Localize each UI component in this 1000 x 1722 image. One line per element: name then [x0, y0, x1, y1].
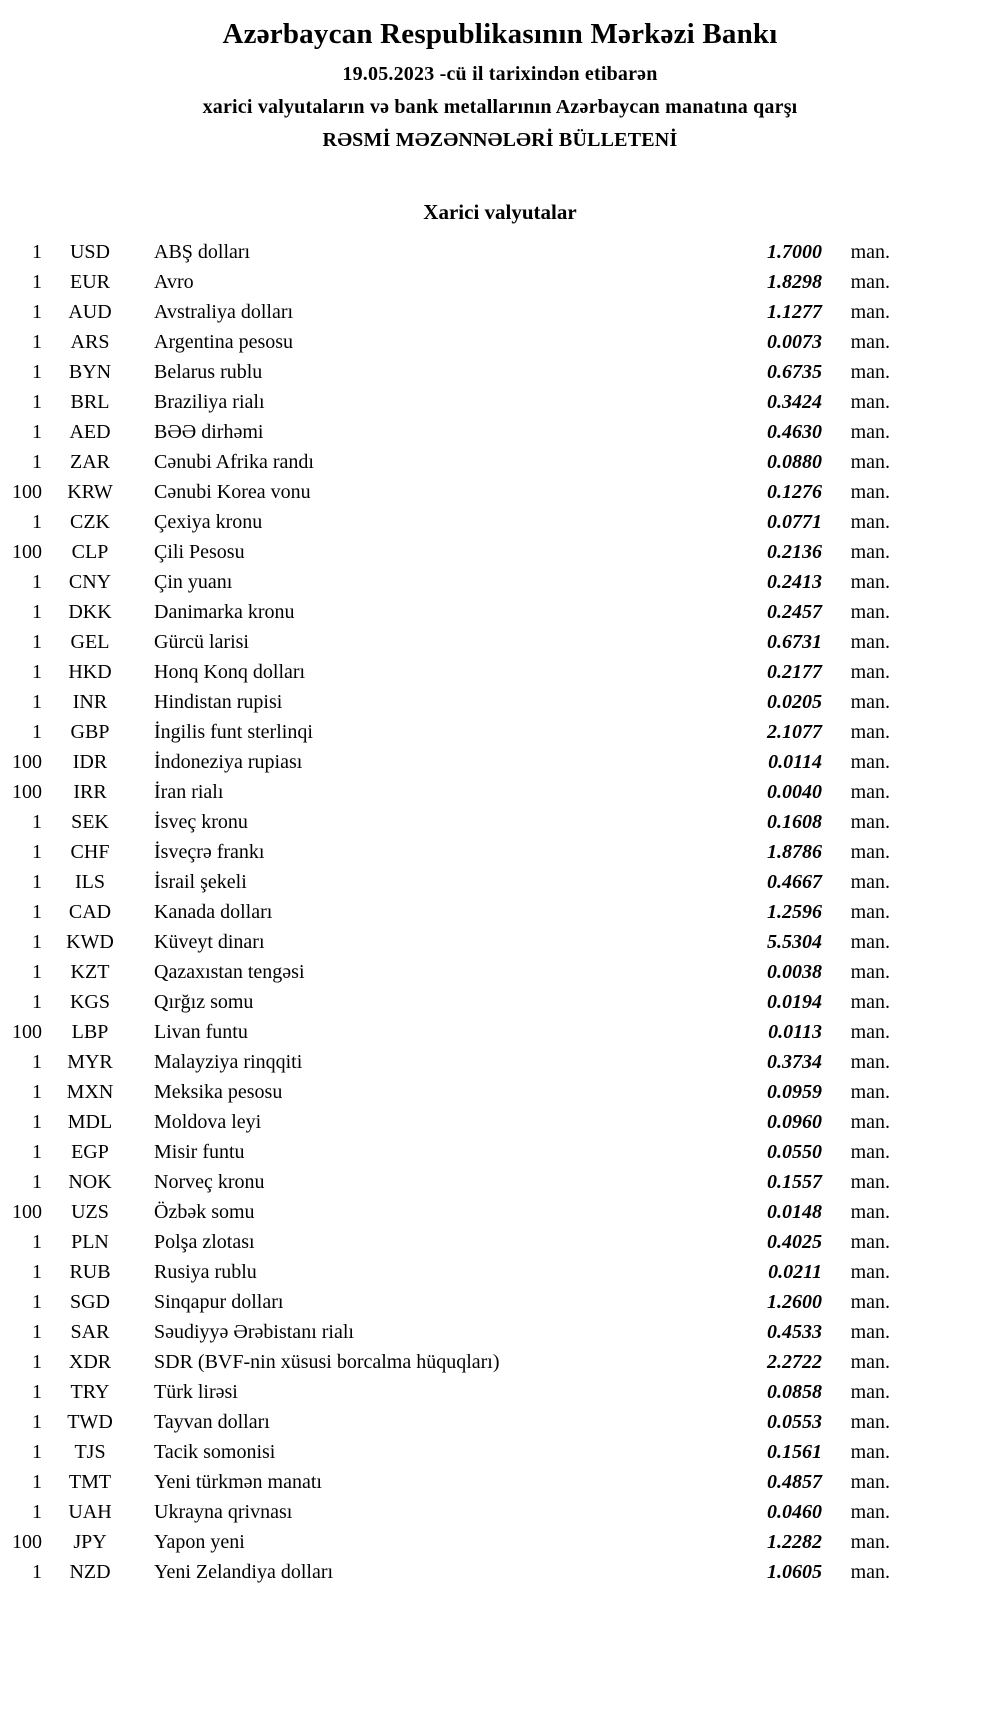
bulletin-header	[0, 18, 1000, 152]
currency-name-cell: İndoneziya rupiası	[154, 751, 303, 773]
unit-cell: man.	[850, 361, 890, 383]
unit-cell: man.	[850, 1171, 890, 1193]
currency-name-cell: Qırğız somu	[154, 991, 254, 1013]
currency-name-cell: Hindistan rupisi	[154, 691, 283, 713]
currency-name-cell: Yeni türkmən manatı	[154, 1471, 322, 1493]
currency-code-cell: HKD	[68, 661, 112, 683]
currency-name-cell: Belarus rublu	[154, 361, 263, 383]
quantity-cell: 1	[32, 571, 42, 593]
currency-table	[6, 237, 890, 1587]
currency-row	[6, 957, 890, 987]
quantity-cell: 1	[32, 901, 42, 923]
currency-name-cell: Qazaxıstan tengəsi	[154, 961, 305, 983]
rate-cell: 1.1277	[767, 301, 822, 323]
currency-name-cell: Malayziya rinqqiti	[154, 1051, 303, 1073]
currency-name-cell: Polşa zlotası	[154, 1231, 255, 1253]
currency-code-cell: TJS	[74, 1441, 106, 1463]
currency-row	[6, 267, 890, 297]
currency-name-cell: Küveyt dinarı	[154, 931, 265, 953]
quantity-cell: 1	[32, 811, 42, 833]
currency-name-cell: Tayvan dolları	[154, 1411, 270, 1433]
currency-name-cell: Ukrayna qrivnası	[154, 1501, 293, 1523]
unit-cell: man.	[850, 1051, 890, 1073]
currency-code-cell: ARS	[70, 331, 110, 353]
unit-cell: man.	[850, 451, 890, 473]
currency-name-cell: Cənubi Afrika randı	[154, 451, 314, 473]
currency-name-cell: Cənubi Korea vonu	[154, 481, 311, 503]
currency-row	[6, 1557, 890, 1587]
currency-code-cell: BRL	[70, 391, 110, 413]
unit-cell: man.	[850, 1111, 890, 1133]
unit-cell: man.	[850, 541, 890, 563]
unit-cell: man.	[850, 691, 890, 713]
currency-row	[6, 657, 890, 687]
currency-code-cell: TRY	[70, 1381, 110, 1403]
quantity-cell: 100	[12, 1531, 42, 1553]
currency-name-cell: Yeni Zelandiya dolları	[154, 1561, 334, 1583]
unit-cell: man.	[850, 301, 890, 323]
rate-cell: 0.3424	[767, 391, 822, 413]
currency-row	[6, 1467, 890, 1497]
quantity-cell: 1	[32, 1171, 42, 1193]
bank-title: Azərbaycan Respublikasının Mərkəzi Bankı	[222, 18, 778, 50]
currency-name-cell: Sinqapur dolları	[154, 1291, 284, 1313]
currency-name-cell: İran rialı	[154, 781, 224, 803]
rate-cell: 0.0114	[768, 751, 822, 773]
unit-cell: man.	[850, 1231, 890, 1253]
rate-cell: 1.2600	[767, 1291, 822, 1313]
unit-cell: man.	[850, 481, 890, 503]
quantity-cell: 1	[32, 1471, 42, 1493]
quantity-cell: 1	[32, 841, 42, 863]
currency-name-cell: Gürcü larisi	[154, 631, 249, 653]
rate-cell: 0.6735	[767, 361, 822, 383]
currency-row	[6, 867, 890, 897]
effective-date-line: 19.05.2023 -cü il tarixindən etibarən	[342, 63, 658, 85]
currency-row	[6, 1257, 890, 1287]
rate-cell: 0.0038	[767, 961, 822, 983]
currency-code-cell: NOK	[68, 1171, 112, 1193]
unit-cell: man.	[850, 391, 890, 413]
currency-row	[6, 627, 890, 657]
rate-cell: 0.0205	[767, 691, 822, 713]
unit-cell: man.	[850, 1351, 890, 1373]
quantity-cell: 100	[12, 1021, 42, 1043]
currency-code-cell: CZK	[70, 511, 110, 533]
currency-code-cell: AED	[69, 421, 111, 443]
rate-cell: 0.0113	[768, 1021, 822, 1043]
unit-cell: man.	[850, 871, 890, 893]
rate-cell: 0.0194	[767, 991, 822, 1013]
quantity-cell: 1	[32, 991, 42, 1013]
quantity-cell: 1	[32, 511, 42, 533]
currency-row	[6, 1527, 890, 1557]
currency-code-cell: MDL	[67, 1111, 113, 1133]
rate-cell: 0.4857	[767, 1471, 822, 1493]
currency-row	[6, 507, 890, 537]
unit-cell: man.	[850, 661, 890, 683]
unit-cell: man.	[850, 1141, 890, 1163]
quantity-cell: 1	[32, 1111, 42, 1133]
currency-row	[6, 1077, 890, 1107]
rate-cell: 2.1077	[767, 721, 822, 743]
currency-row	[6, 687, 890, 717]
currency-row	[6, 597, 890, 627]
currency-code-cell: KWD	[66, 931, 114, 953]
currency-name-cell: Rusiya rublu	[154, 1261, 257, 1283]
currency-code-cell: GBP	[70, 721, 110, 743]
currency-row	[6, 747, 890, 777]
rate-cell: 1.2282	[767, 1531, 822, 1553]
currency-name-cell: Misir funtu	[154, 1141, 245, 1163]
currency-row	[6, 897, 890, 927]
currency-row	[6, 447, 890, 477]
quantity-cell: 1	[32, 451, 42, 473]
currency-row	[6, 417, 890, 447]
rate-cell: 0.4630	[767, 421, 822, 443]
unit-cell: man.	[850, 271, 890, 293]
unit-cell: man.	[850, 1561, 890, 1583]
unit-cell: man.	[850, 1261, 890, 1283]
currency-row	[6, 1317, 890, 1347]
quantity-cell: 1	[32, 1051, 42, 1073]
currency-row	[6, 357, 890, 387]
currency-code-cell: CLP	[71, 541, 109, 563]
currency-code-cell: UAH	[68, 1501, 112, 1523]
currency-row	[6, 387, 890, 417]
unit-cell: man.	[850, 331, 890, 353]
rate-cell: 1.8298	[767, 271, 822, 293]
rate-cell: 1.0605	[767, 1561, 822, 1583]
rate-cell: 0.3734	[767, 1051, 822, 1073]
unit-cell: man.	[850, 1321, 890, 1343]
rate-cell: 0.0880	[767, 451, 822, 473]
rate-cell: 0.0960	[767, 1111, 822, 1133]
currency-row	[6, 297, 890, 327]
quantity-cell: 1	[32, 931, 42, 953]
currency-code-cell: KGS	[69, 991, 110, 1013]
unit-cell: man.	[850, 1381, 890, 1403]
currency-code-cell: EUR	[70, 271, 110, 293]
currency-row	[6, 537, 890, 567]
currency-name-cell: Çili Pesosu	[154, 541, 245, 563]
currency-code-cell: ZAR	[70, 451, 110, 473]
currency-name-cell: İsrail şekeli	[154, 871, 247, 893]
rate-cell: 0.4533	[767, 1321, 822, 1343]
currency-code-cell: PLN	[71, 1231, 109, 1253]
quantity-cell: 100	[12, 1201, 42, 1223]
currency-row	[6, 1407, 890, 1437]
currency-name-cell: Avro	[154, 271, 194, 293]
currency-code-cell: CNY	[68, 571, 112, 593]
currency-code-cell: INR	[72, 691, 108, 713]
quantity-cell: 1	[32, 691, 42, 713]
quantity-cell: 1	[32, 631, 42, 653]
currency-name-cell: İngilis funt sterlinqi	[154, 721, 313, 743]
unit-cell: man.	[850, 601, 890, 623]
currency-row	[6, 1047, 890, 1077]
unit-cell: man.	[850, 901, 890, 923]
currency-row	[6, 807, 890, 837]
subject-line: xarici valyutaların və bank metallarının Azərbaycan manatına qarşı	[202, 96, 798, 118]
currency-name-cell: Kanada dolları	[154, 901, 273, 923]
unit-cell: man.	[850, 511, 890, 533]
currency-name-cell: İsveç kronu	[154, 811, 248, 833]
quantity-cell: 1	[32, 1561, 42, 1583]
currency-name-cell: Çin yuanı	[154, 571, 233, 593]
currency-name-cell: Tacik somonisi	[154, 1441, 276, 1463]
currency-code-cell: UZS	[71, 1201, 109, 1223]
currency-code-cell: DKK	[68, 601, 112, 623]
quantity-cell: 1	[32, 1351, 42, 1373]
rate-cell: 0.4025	[767, 1231, 822, 1253]
unit-cell: man.	[850, 991, 890, 1013]
quantity-cell: 1	[32, 241, 42, 263]
currency-name-cell: Argentina pesosu	[154, 331, 294, 353]
unit-cell: man.	[850, 1201, 890, 1223]
currency-name-cell: Honq Konq dolları	[154, 661, 306, 683]
currency-row	[6, 567, 890, 597]
rate-cell: 0.0040	[767, 781, 822, 803]
unit-cell: man.	[850, 571, 890, 593]
currency-row	[6, 1227, 890, 1257]
currency-row	[6, 777, 890, 807]
currency-name-cell: Livan funtu	[154, 1021, 248, 1043]
currency-row	[6, 927, 890, 957]
currency-code-cell: TMT	[68, 1471, 112, 1493]
quantity-cell: 1	[32, 1291, 42, 1313]
currency-code-cell: NZD	[69, 1561, 111, 1583]
unit-cell: man.	[850, 931, 890, 953]
quantity-cell: 1	[32, 661, 42, 683]
unit-cell: man.	[850, 1081, 890, 1103]
quantity-cell: 1	[32, 1381, 42, 1403]
quantity-cell: 1	[32, 271, 42, 293]
currency-code-cell: USD	[69, 241, 110, 263]
rate-cell: 0.0073	[767, 331, 822, 353]
currency-name-cell: Moldova leyi	[154, 1111, 262, 1133]
rate-cell: 0.2413	[767, 571, 822, 593]
currency-row	[6, 1017, 890, 1047]
currency-code-cell: KRW	[67, 481, 113, 503]
currency-code-cell: LBP	[71, 1021, 109, 1043]
currency-row	[6, 837, 890, 867]
currency-code-cell: IDR	[72, 751, 108, 773]
currency-code-cell: CAD	[68, 901, 112, 923]
quantity-cell: 1	[32, 721, 42, 743]
currency-code-cell: TWD	[67, 1411, 113, 1433]
currency-code-cell: JPY	[73, 1531, 107, 1553]
unit-cell: man.	[850, 781, 890, 803]
currency-row	[6, 237, 890, 267]
currency-code-cell: EGP	[71, 1141, 109, 1163]
unit-cell: man.	[850, 1471, 890, 1493]
bulletin-title: RƏSMİ MƏZƏNNƏLƏRİ BÜLLETENİ	[322, 129, 678, 151]
currency-name-cell: ABŞ dolları	[154, 241, 251, 263]
currency-code-cell: SEK	[71, 811, 109, 833]
currency-code-cell: RUB	[69, 1261, 111, 1283]
currency-code-cell: IRR	[73, 781, 107, 803]
rate-cell: 0.0211	[768, 1261, 822, 1283]
currency-name-cell: Səudiyyə Ərəbistanı rialı	[154, 1321, 354, 1343]
rate-cell: 0.4667	[767, 871, 822, 893]
currency-code-cell: SGD	[69, 1291, 110, 1313]
currency-code-cell: ILS	[75, 871, 105, 893]
quantity-cell: 1	[32, 871, 42, 893]
currency-name-cell: Çexiya kronu	[154, 511, 263, 533]
quantity-cell: 1	[32, 1081, 42, 1103]
currency-row	[6, 1497, 890, 1527]
unit-cell: man.	[850, 1441, 890, 1463]
unit-cell: man.	[850, 751, 890, 773]
currency-row	[6, 1377, 890, 1407]
currency-row	[6, 1107, 890, 1137]
unit-cell: man.	[850, 1411, 890, 1433]
quantity-cell: 100	[12, 751, 42, 773]
unit-cell: man.	[850, 1501, 890, 1523]
quantity-cell: 1	[32, 961, 42, 983]
currency-code-cell: BYN	[68, 361, 112, 383]
currency-row	[6, 1287, 890, 1317]
rate-cell: 0.0550	[767, 1141, 822, 1163]
currency-name-cell: Danimarka kronu	[154, 601, 295, 623]
rate-cell: 0.6731	[767, 631, 822, 653]
quantity-cell: 1	[32, 361, 42, 383]
quantity-cell: 100	[12, 781, 42, 803]
currency-row	[6, 987, 890, 1017]
rate-cell: 0.0959	[767, 1081, 822, 1103]
unit-cell: man.	[850, 721, 890, 743]
currency-row	[6, 1167, 890, 1197]
rate-cell: 0.2177	[767, 661, 822, 683]
unit-cell: man.	[850, 631, 890, 653]
currency-name-cell: Meksika pesosu	[154, 1081, 283, 1103]
currency-name-cell: Braziliya rialı	[154, 391, 265, 413]
quantity-cell: 1	[32, 1501, 42, 1523]
rate-cell: 0.0553	[767, 1411, 822, 1433]
section-title: Xarici valyutalar	[423, 200, 577, 224]
currency-name-cell: İsveçrə frankı	[154, 841, 265, 863]
rate-cell: 0.1557	[767, 1171, 822, 1193]
rate-cell: 0.0771	[767, 511, 822, 533]
rate-cell: 0.1561	[767, 1441, 822, 1463]
currency-code-cell: KZT	[70, 961, 110, 983]
currency-code-cell: SAR	[70, 1321, 110, 1343]
rate-cell: 0.0460	[767, 1501, 822, 1523]
quantity-cell: 1	[32, 391, 42, 413]
quantity-cell: 1	[32, 601, 42, 623]
currency-name-cell: Özbək somu	[154, 1201, 255, 1223]
quantity-cell: 1	[32, 1141, 42, 1163]
quantity-cell: 1	[32, 1321, 42, 1343]
currency-row	[6, 1347, 890, 1377]
unit-cell: man.	[850, 961, 890, 983]
rate-cell: 0.2136	[767, 541, 822, 563]
rate-cell: 1.8786	[767, 841, 822, 863]
quantity-cell: 1	[32, 421, 42, 443]
currency-row	[6, 1437, 890, 1467]
unit-cell: man.	[850, 1291, 890, 1313]
unit-cell: man.	[850, 841, 890, 863]
currency-name-cell: Avstraliya dolları	[154, 301, 294, 323]
unit-cell: man.	[850, 1531, 890, 1553]
rate-cell: 2.2722	[767, 1351, 822, 1373]
currency-code-cell: MXN	[66, 1081, 114, 1103]
rate-cell: 1.7000	[767, 241, 822, 263]
quantity-cell: 1	[32, 331, 42, 353]
unit-cell: man.	[850, 811, 890, 833]
quantity-cell: 1	[32, 301, 42, 323]
currency-name-cell: Türk lirəsi	[154, 1381, 238, 1403]
currency-code-cell: GEL	[70, 631, 110, 653]
currency-name-cell: Norveç kronu	[154, 1171, 265, 1193]
rate-cell: 1.2596	[767, 901, 822, 923]
currency-code-cell: MYR	[67, 1051, 113, 1073]
rate-cell: 0.0858	[767, 1381, 822, 1403]
unit-cell: man.	[850, 1021, 890, 1043]
quantity-cell: 1	[32, 1261, 42, 1283]
currency-row	[6, 477, 890, 507]
quantity-cell: 100	[12, 541, 42, 563]
quantity-cell: 1	[32, 1411, 42, 1433]
currency-code-cell: XDR	[68, 1351, 112, 1373]
currency-code-cell: CHF	[70, 841, 110, 863]
rate-cell: 0.0148	[767, 1201, 822, 1223]
quantity-cell: 100	[12, 481, 42, 503]
rate-cell: 0.1276	[767, 481, 822, 503]
unit-cell: man.	[850, 241, 890, 263]
unit-cell: man.	[850, 421, 890, 443]
currency-row	[6, 327, 890, 357]
currency-row	[6, 1197, 890, 1227]
currency-name-cell: Yapon yeni	[154, 1531, 245, 1553]
currency-name-cell: SDR (BVF-nin xüsusi borcalma hüquqları)	[154, 1351, 500, 1373]
currency-row	[6, 717, 890, 747]
quantity-cell: 1	[32, 1231, 42, 1253]
rate-cell: 0.1608	[767, 811, 822, 833]
rate-cell: 0.2457	[767, 601, 822, 623]
currency-row	[6, 1137, 890, 1167]
rate-cell: 5.5304	[767, 931, 822, 953]
quantity-cell: 1	[32, 1441, 42, 1463]
currency-name-cell: BƏƏ dirhəmi	[154, 421, 264, 443]
currency-code-cell: AUD	[68, 301, 112, 323]
